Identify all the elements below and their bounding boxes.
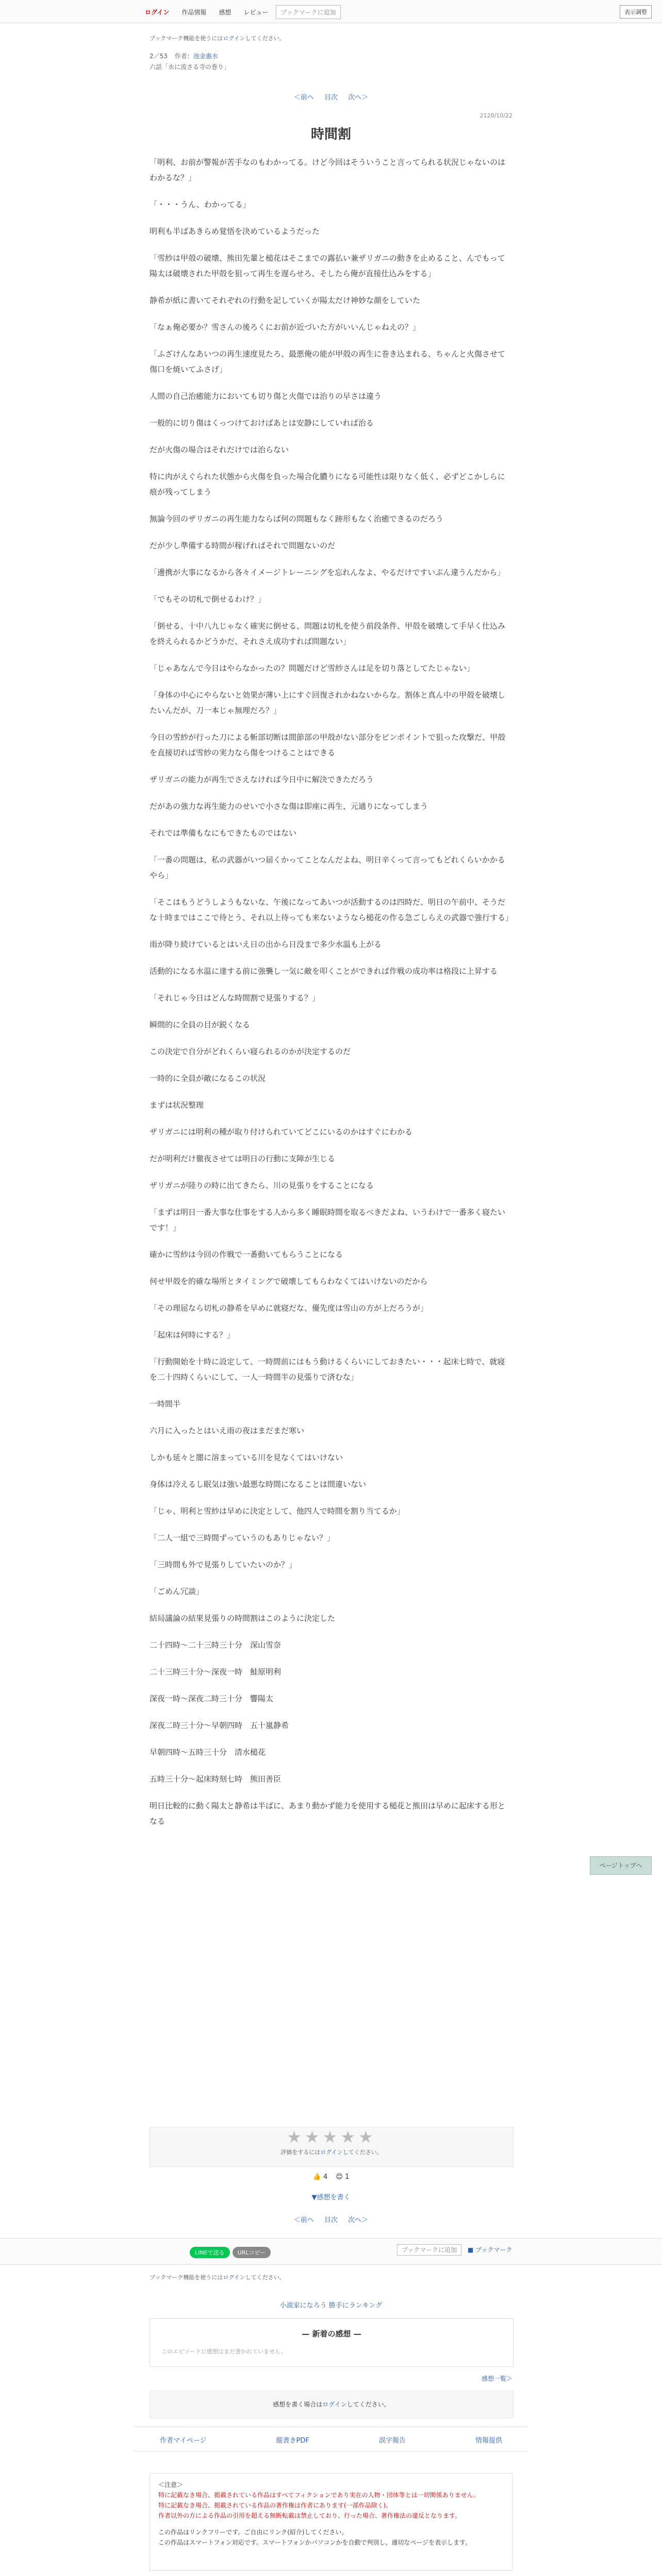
body-paragraph: 六月に入ったとはいえ雨の夜はまだまだ寒い	[150, 1426, 305, 1435]
star-icon[interactable]: ★	[304, 2127, 323, 2147]
work-info-link[interactable]: 作品情報	[181, 9, 207, 16]
toc-link[interactable]: 目次	[324, 94, 338, 101]
share-bar	[0, 2238, 662, 2265]
body-paragraph: 「じゃ、明利と雪紗は早めに決定として、他四人で時間を割り当てるか」	[150, 1506, 405, 1516]
body-paragraph: 人間の自己治癒能力においても切り傷と火傷では治りの早さは違う	[150, 392, 382, 401]
body-paragraph: 「ごめん冗談」	[150, 1587, 204, 1596]
author-link[interactable]: 池金惠水	[193, 53, 218, 60]
top-nav-bar	[0, 0, 662, 23]
body-paragraph: 「でもその切札で倒せるわけ？」	[150, 595, 266, 604]
body-paragraph: 「まずは明日一番大事な仕事をする人から多く睡眠時間を取るべきだよね、いうわけで一番多く寝たいです！」	[150, 1208, 506, 1232]
new-reviews-box	[150, 2318, 514, 2367]
body-paragraph: 五時三十分〜起床時刻七時 熊田善臣	[150, 1774, 282, 1784]
prev-link[interactable]: ＜前へ	[293, 94, 314, 101]
body-paragraph: 「なぁ俺必要か？雪さんの後ろくにお前が近づいた方がいいんじゃねえの？」	[150, 323, 421, 332]
body-paragraph: 「起床は何時にする？」	[150, 1330, 235, 1340]
body-paragraph: 活動的になる水温に達する前に強襲し一気に敵を叩くことができれば作戦の成功率は格段に上昇する	[150, 967, 498, 976]
episode-title: 時間割	[310, 127, 351, 142]
notice-text: ブックマーク機能を使うには	[150, 35, 223, 42]
body-paragraph: 「明利、お前が警報が苦手なのもわかってる。けど今回はそういうこと言ってられる状況じゃないのはわかるな？」	[150, 158, 506, 182]
note-red-1: 特に記載なき場合、掲載されている作品はすべてフィクションであり実在の人物・団体等とは一切関係ありません。	[158, 2492, 480, 2499]
login-link[interactable]: ログイン	[145, 9, 170, 16]
star-icon[interactable]: ★	[322, 2127, 341, 2147]
notes-heading: ＜注意＞	[158, 2481, 184, 2488]
typo-report-link[interactable]: 誤字報告	[378, 2437, 406, 2445]
thumbs-count: 4	[323, 2173, 328, 2181]
bookmark-login-notice-bottom	[150, 2273, 512, 2281]
body-paragraph: 「そこはもうどうしようもないな、午後になってあいつが活動するのは四時だ、明日の午前中、そうだな十時まではここで待とう、それ以上待っても来ないようなら槌花の作る急ごしらえの武器で強行する」	[150, 897, 514, 922]
body-paragraph: この決定で自分がどれくらい寝られるのかが決定するのだ	[150, 1047, 351, 1056]
note-red-3: 作者以外の方による作品の引用を超える無断転載は禁止しており、行った場合、著作権法の違反となります。	[158, 2512, 461, 2519]
line-share-button[interactable]: LINEで送る	[190, 2247, 230, 2258]
notice-text-after: してください。	[245, 35, 285, 42]
body-paragraph: 「邊携が大事になるから各々イメージトレーニングを忘れんなよ、やるだけですいぶん違うんだから」	[150, 568, 505, 577]
body-paragraph: 「雪紗は甲殻の破壊、熊田先輩と槌花はそこまでの露払い兼ザリガニの動きを止めること、んでもって陽太は破壊された甲殻を狙って再生を遅らせろ、そしたら俺が直接仕込みをする」	[150, 253, 505, 278]
page-top-button[interactable]: ページトップへ	[590, 1856, 652, 1875]
write-review-text: 感想を書く場合は	[273, 2401, 323, 2408]
body-paragraph: しかも延々と闇に溶まっている川を見なくてはいけない	[150, 1453, 343, 1462]
new-reviews-heading: 新着の感想	[312, 2329, 351, 2338]
body-paragraph: 「行動開始を十時に設定して、一時間前にはもう動けるくらいにしておきたい・・・起床七時で、就寝を二十四時くらいにして、一人一時間半の見張りで済むな」	[150, 1357, 505, 1382]
body-paragraph: 無論今回のザリガニの再生能力ならば何の問題もなく跡形もなく治癒できるのだろう	[150, 514, 443, 523]
episode-body	[150, 155, 512, 1840]
body-paragraph: 一般的に切り傷はくっつけておけばあとは安静にしていれば治る	[150, 418, 374, 428]
body-paragraph: 雨が降り続けているとはいえ日の出から日没まで多少水温も上がる	[150, 940, 382, 949]
rating-stars[interactable]	[150, 2127, 513, 2147]
author-label: 作者：	[174, 53, 193, 60]
url-copy-button[interactable]: URLコピー	[233, 2247, 271, 2258]
reviews-list-link[interactable]: 感想一覧＞	[481, 2375, 512, 2382]
write-impression-link[interactable]: ▼感想を書く	[311, 2194, 351, 2201]
rating-note: 評価をするには	[280, 2149, 321, 2156]
dash-right: —	[353, 2329, 361, 2338]
body-paragraph: ザリガニには明利の種が取り付けられていてどこにいるのかはすぐにわかる	[150, 1127, 412, 1137]
rating-login-link[interactable]: ログイン	[320, 2149, 343, 2156]
body-paragraph: 今日の雪紗が行った刀による斬部切断は間節部の甲殻がない部分をピンポイントで狙った攻撃だ、甲殻を直接切れば雪紗の実力なら傷をつけることはできる	[150, 733, 506, 757]
body-paragraph: 一時間半	[150, 1399, 181, 1409]
body-paragraph: それでは準備もなにもできたものではない	[150, 828, 297, 838]
notice-text-b: ブックマーク機能を使うには	[150, 2274, 223, 2281]
info-report-link[interactable]: 情報提供	[475, 2437, 502, 2445]
write-review-login-link[interactable]: ログイン	[322, 2401, 347, 2408]
rating-note-after: してください。	[342, 2149, 383, 2156]
body-paragraph: まずは状況整理	[150, 1100, 204, 1110]
body-paragraph: だが明利だけ徹夜させては明日の行動に支障が生じる	[150, 1154, 336, 1163]
display-settings-button[interactable]: 表示調整	[620, 5, 652, 19]
body-paragraph: 静希が紙に書いてそれぞれの行動を記していくが陽太だけ神妙な顔をしていた	[150, 296, 421, 305]
thumbs-up-icon[interactable]: 👍	[312, 2173, 321, 2181]
bookmark-login-notice	[150, 34, 512, 42]
pager-bottom	[150, 2214, 512, 2224]
body-paragraph: 明日比較的に動く陽太と静希は半ばに、あまり動かず能力を使用する槌花と熊田は早めに起床する形となる	[150, 1801, 506, 1826]
bottom-links	[160, 2435, 502, 2445]
author-mypage-link[interactable]: 作者マイページ	[160, 2437, 207, 2445]
pager-top	[150, 92, 512, 101]
write-review-box	[150, 2391, 514, 2418]
rating-box	[150, 2127, 514, 2167]
body-paragraph: 深夜一時〜深夜二時三十分 響陽太	[150, 1694, 274, 1703]
body-paragraph: 「倒せる、十中八九じゃなく確実に倒せる、問題は切札を使う前段条件、甲殻を破壊して手早く仕込みを終えられるかどうかだ、それさえ成功すれば問題ない」	[150, 621, 506, 646]
body-paragraph: 一時的に全員が敵になるこの状況	[150, 1074, 266, 1083]
body-paragraph: 「二人一組で三時間ずっていうのもありじゃない？」	[150, 1533, 335, 1543]
body-paragraph: 瞬間的に全員の目が鋭くなる	[150, 1020, 251, 1029]
write-review-text-after: してください。	[346, 2401, 390, 2408]
body-paragraph: 二十三時三十分〜深夜一時 鮭原明利	[150, 1667, 282, 1676]
body-paragraph: 二十四時〜二十三時三十分 深山雪奈	[150, 1640, 282, 1650]
body-paragraph: 特に肉がえぐられた状態から火傷を負った場合化膿りになる可能性は限りなく低く、必ずどこかしらに痕が残ってしまう	[150, 472, 505, 497]
note-plain-2: この作品はスマートフォン対応です。スマートフォンかパソコンかを自動で判別し、適切なページを表示します。	[158, 2539, 472, 2546]
notes-box	[150, 2473, 512, 2571]
bookmark-icon: ■	[468, 2246, 474, 2253]
note-red-2: 特に記載なき場合、掲載されている作品の著作権は作者にあります(一部作品除く)。	[158, 2502, 392, 2509]
body-paragraph: だがあの強力な再生能力のせいで小さな傷は即座に再生、元通りになってしまう	[150, 802, 428, 811]
notice-login-link[interactable]: ログイン	[223, 35, 245, 42]
publish-date: 2120/10/22	[479, 112, 512, 119]
next-link[interactable]: 次へ＞	[348, 94, 369, 101]
body-paragraph: 「一番の問題は、私の武器がいつ届くかってことなんだよね、明日辛くって言ってもどれくらいかかるやら」	[150, 855, 505, 880]
next-link-bottom[interactable]: 次へ＞	[348, 2216, 369, 2224]
body-paragraph: 結局議論の結果見張りの時間割はこのように決定した	[150, 1614, 336, 1623]
smile-icon[interactable]: 😊	[336, 2173, 343, 2181]
reactions	[150, 2173, 512, 2181]
body-paragraph: 確かに雪紗は今回の作戦で一番動いてもらうことになる	[150, 1250, 343, 1259]
bookmark-add-button-bottom[interactable]: ブックマークに追加	[397, 2244, 461, 2256]
star-icon[interactable]: ★	[340, 2127, 359, 2147]
body-paragraph: 「ふざけんなあいつの再生速度見たろ、最悪俺の能が甲殻の再生に巻き込まれる、ちゃんと火傷させて傷口を焼いてふさげ」	[150, 349, 506, 374]
body-paragraph: 深夜二時三十分〜早朝四時 五十嵐静希	[150, 1721, 289, 1730]
episode-meta	[150, 52, 512, 71]
bookmark-link[interactable]: ブックマーク	[475, 2246, 512, 2253]
ranking-link[interactable]: 小説家になろう 勝手にランキング	[279, 2302, 383, 2310]
body-paragraph: 「・・・うん、わかってる」	[150, 200, 251, 209]
body-paragraph: 早朝四時〜五時三十分 清水槌花	[150, 1748, 266, 1757]
bookmark-add-button[interactable]: ブックマークに追加	[276, 5, 340, 19]
body-paragraph: 「その理屈なら切札の静希を早めに就寝だな、優先度は雪山の方が上だろうが」	[150, 1303, 428, 1313]
notice-login-link-bottom[interactable]: ログイン	[223, 2274, 245, 2281]
body-paragraph: 「身体の中心にやらないと効果が薄い上にすぐ回復されかねないからな。割体と真ん中の甲殻を破壊したいんだが、刀一本じゃ無理だろ？」	[150, 690, 506, 715]
body-paragraph: 身体は冷えるし眠気は強い最悪な時間になることは間違いない	[150, 1480, 367, 1489]
impressions-link[interactable]: 感想	[219, 9, 231, 16]
dash-left: —	[302, 2329, 310, 2338]
vertical-pdf-link[interactable]: 縦書きPDF	[276, 2437, 309, 2445]
review-link[interactable]: レビュー	[243, 9, 269, 16]
star-icon[interactable]: ★	[358, 2127, 376, 2147]
body-paragraph: 「三時間も外で見張りしていたいのか？」	[150, 1560, 297, 1569]
episode-progress: 2／53	[150, 53, 168, 60]
body-paragraph: ザリガニの能力が再生でさえなければ今日中に解決できただろう	[150, 775, 374, 784]
body-paragraph: ザリガニが陸りの時に出てきたら、川の見張りをすることになる	[150, 1181, 374, 1190]
toc-link-bottom[interactable]: 目次	[324, 2216, 338, 2224]
prev-link-bottom[interactable]: ＜前へ	[293, 2216, 314, 2224]
body-paragraph: 何せ甲殻を的確な場所とタイミングで破壊してもらわなくてはいけないのだから	[150, 1277, 428, 1286]
body-paragraph: だが火傷の場合はそれだけでは治らない	[150, 445, 289, 454]
smile-count: 1	[345, 2173, 350, 2181]
body-paragraph: だが少し準備する時間が稼げればそれで問題ないのだ	[150, 541, 336, 550]
body-paragraph: 「じゃあなんで今日はやらなかったの？問題だけど雪紗さんは足を切り落としてたじゃない」	[150, 664, 475, 673]
star-icon[interactable]: ★	[287, 2127, 305, 2147]
chapter-title: 六話「水に流さる寺の巻り」	[150, 63, 230, 71]
notice-text-b-after: してください。	[245, 2274, 285, 2281]
new-reviews-empty: このエピソードに感想はまだ書かれていません。	[161, 2348, 287, 2355]
body-paragraph: 「それじゃ今日はどんな時間割で見張りする？」	[150, 993, 320, 1003]
note-plain-1: この作品はリンクフリーです。ご自由にリンク(紹介)してください。	[158, 2529, 348, 2536]
body-paragraph: 明利も半ばあきらめ覚悟を決めているようだった	[150, 227, 320, 236]
